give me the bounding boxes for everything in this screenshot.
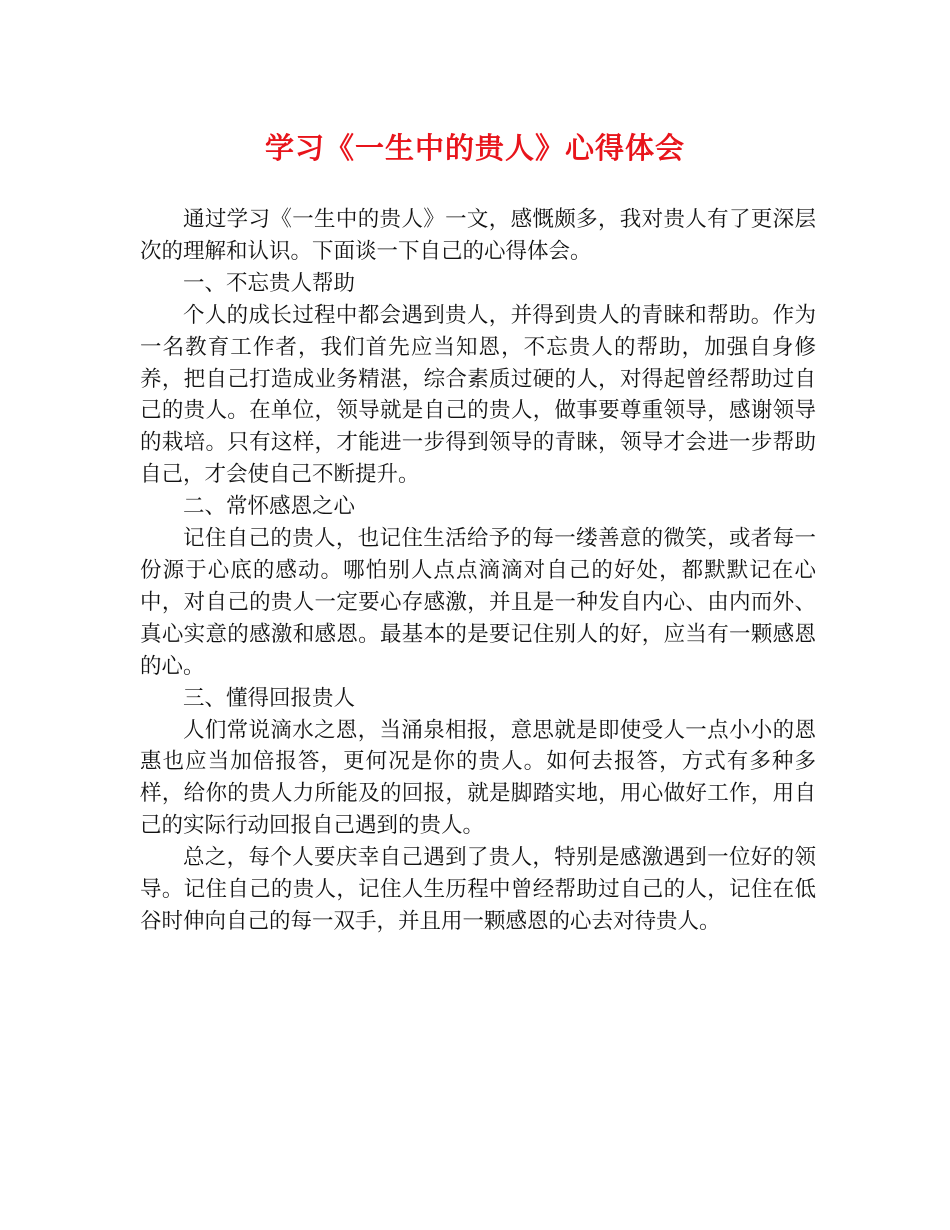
section-heading-1: 一、不忘贵人帮助 — [183, 270, 356, 296]
document-title: 学习《一生中的贵人》心得体会 — [264, 131, 685, 165]
section-heading-2: 二、常怀感恩之心 — [183, 494, 356, 520]
section-paragraph-2: 记住自己的贵人，也记住生活给予的每一缕善意的微笑，或者每一份源于心底的感动。哪怕别人点点滴滴对自己的好处，都默默记在心中，对自己的贵人一定要心存感激，并且是一种发自内心、由内而外、真心实意的感激和感恩。最基本的是要记住别人的好，应当有一颗感恩的心。 — [140, 526, 816, 679]
intro-paragraph: 通过学习《一生中的贵人》一文，感慨颇多，我对贵人有了更深层次的理解和认识。下面谈一下自己的心得体会。 — [140, 207, 816, 264]
conclusion-paragraph: 总之，每个人要庆幸自己遇到了贵人，特别是感激遇到一位好的领导。记住自己的贵人，记住人生历程中曾经帮助过自己的人，记住在低谷时伸向自己的每一双手，并且用一颗感恩的心去对待贵人。 — [140, 845, 816, 934]
section-heading-3: 三、懂得回报贵人 — [183, 685, 356, 711]
section-paragraph-3: 人们常说滴水之恩，当涌泉相报，意思就是即使受人一点小小的恩惠也应当加倍报答，更何况是你的贵人。如何去报答，方式有多种多样，给你的贵人力所能及的回报，就是脚踏实地，用心做好工作，用自己的实际行动回报自己遇到的贵人。 — [140, 717, 816, 839]
section-paragraph-1: 个人的成长过程中都会遇到贵人，并得到贵人的青睐和帮助。作为一名教育工作者，我们首先应当知恩，不忘贵人的帮助，加强自身修养，把自己打造成业务精湛，综合素质过硬的人，对得起曾经帮助过自己的贵人。在单位，领导就是自己的贵人，做事要尊重领导，感谢领导的栽培。只有这样，才能进一步得到领导的青睐，领导才会进一步帮助自己，才会使自己不断提升。 — [140, 302, 816, 488]
document-body — [140, 204, 816, 938]
